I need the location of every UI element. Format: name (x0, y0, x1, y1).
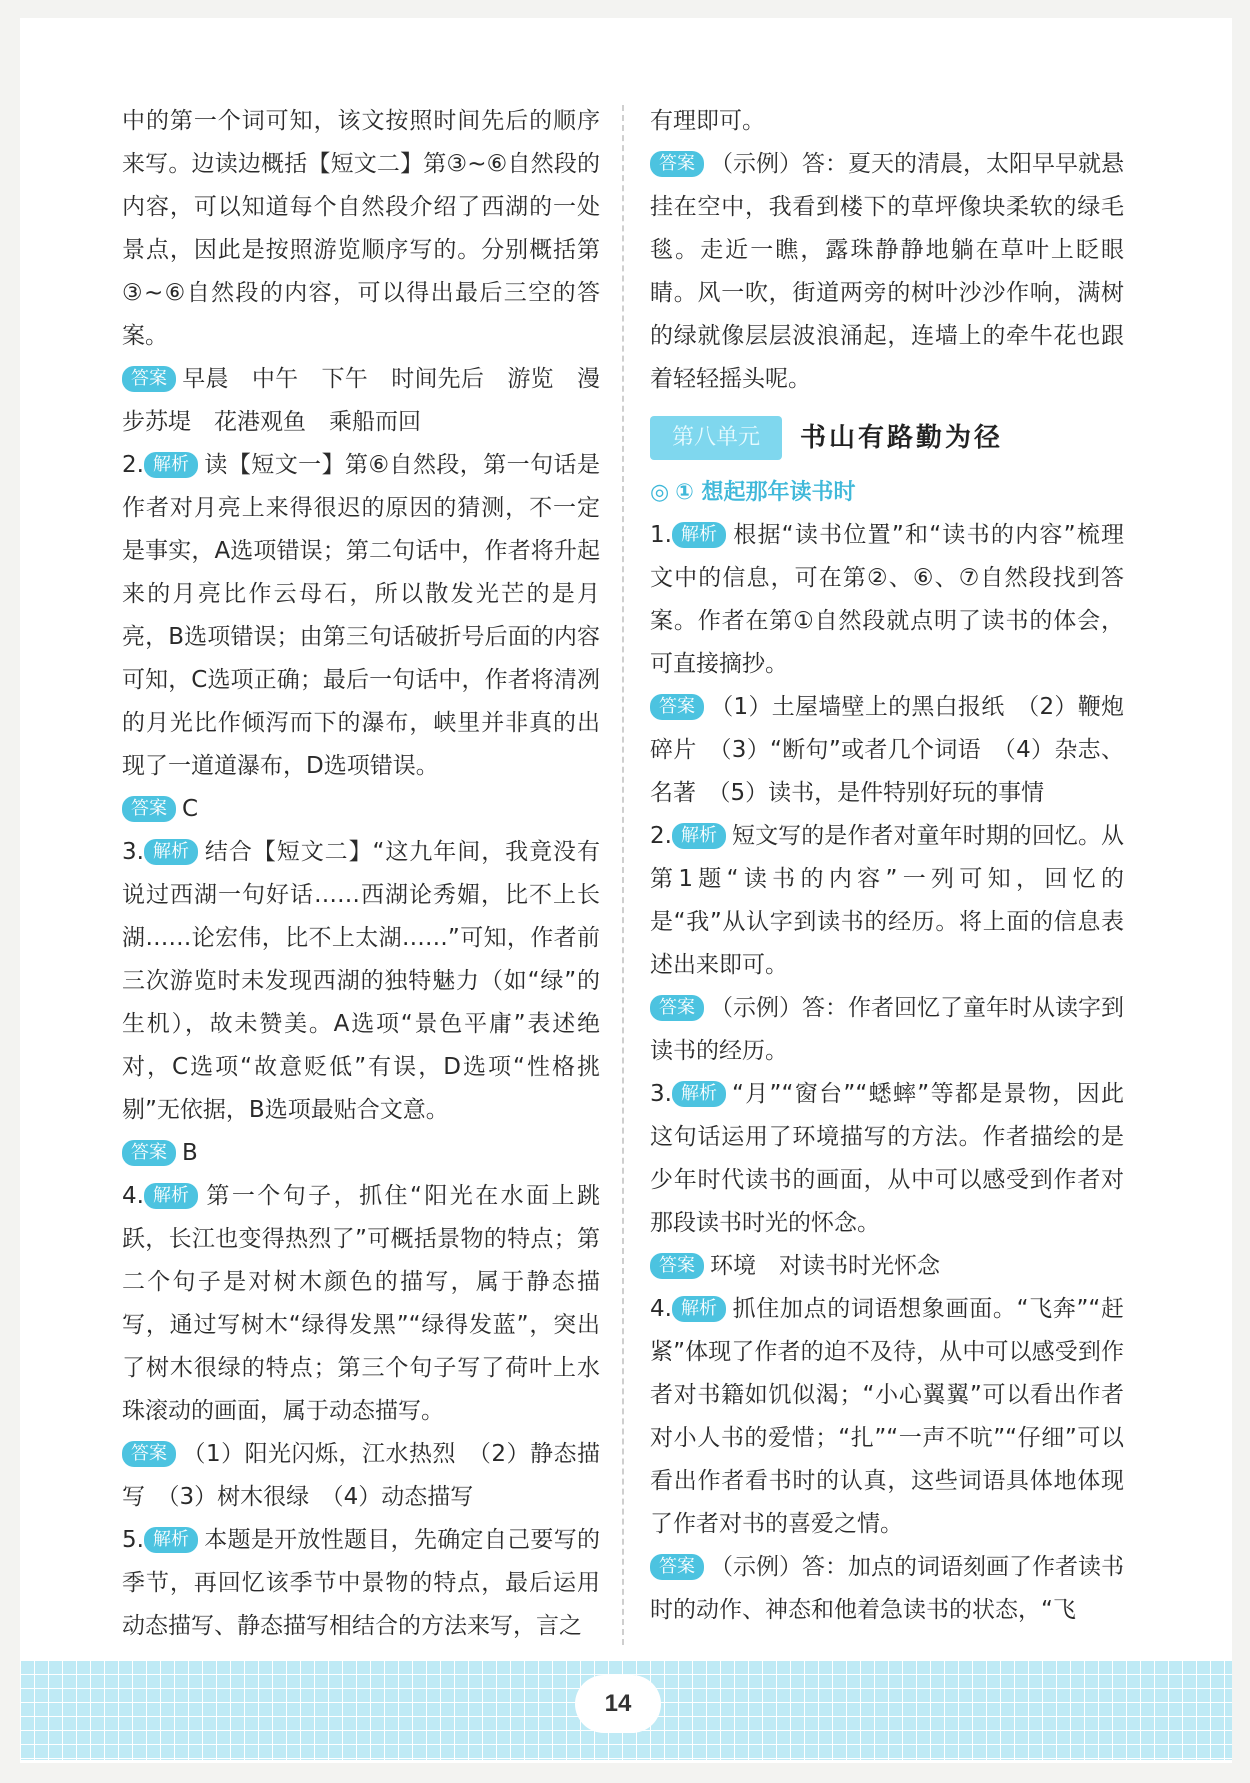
lesson-title (650, 471, 1124, 514)
answer-tag: 答案 (122, 1140, 176, 1166)
lesson-marker-icon: ◎ (650, 480, 670, 505)
answer-tag: 答案 (122, 1441, 176, 1467)
answer-block (650, 987, 1124, 1073)
analysis-text: 第一个句子，抓住“阳光在水面上跳跃，长江也变得热烈了”可概括景物的特点；第二个句子是对树木颜色的描写，属于静态描写，通过写树木“绿得发黑”“绿得发蓝”，突出了树木很绿的特点；第三个句子写了荷叶上水珠滚动的画面，属于动态描写。 (122, 1183, 600, 1424)
answer-text: （1）阳光闪烁，江水热烈 （2）静态描写 （3）树木很绿 （4）动态描写 (122, 1441, 600, 1510)
question-block (650, 1288, 1124, 1546)
analysis-tag: 解析 (144, 839, 198, 865)
lesson-title-text: ① 想起那年读书时 (675, 480, 856, 505)
answer-text: 环境 对读书时光怀念 (710, 1253, 940, 1279)
answer-block (122, 788, 600, 831)
answer-text: C (182, 796, 199, 822)
question-number: 4. (650, 1296, 672, 1322)
unit-title: 书山有路勤为径 (800, 422, 1004, 453)
answer-text: （示例）答：加点的词语刻画了作者读书时的动作、神态和他着急读书的状态，“飞 (650, 1554, 1124, 1623)
question-block (122, 1175, 600, 1433)
answer-tag: 答案 (122, 366, 176, 392)
answer-text: （示例）答：夏天的清晨，太阳早早就悬挂在空中，我看到楼下的草坪像块柔软的绿毛毯。走近一瞧，露珠静静地躺在草叶上眨眼睛。风一吹，街道两旁的树叶沙沙作响，满树的绿就像层层波浪涌起，连墙上的牵牛花也跟着轻轻摇头呢。 (650, 151, 1124, 392)
analysis-tag: 解析 (672, 1081, 726, 1107)
analysis-text: 短文写的是作者对童年时期的回忆。从第1题“读书的内容”一列可知，回忆的是“我”从认字到读书的经历。将上面的信息表述出来即可。 (650, 823, 1124, 978)
answer-tag: 答案 (650, 151, 704, 177)
answer-tag: 答案 (650, 694, 704, 720)
answer-text: 早晨 中午 下午 时间先后 游览 漫步苏堤 花港观鱼 乘船而回 (122, 366, 600, 435)
answer-text: （1）土屋墙壁上的黑白报纸 （2）鞭炮碎片 （3）“断句”或者几个词语 （4）杂志、名著 （5）读书，是件特别好玩的事情 (650, 694, 1124, 806)
analysis-tag: 解析 (672, 1296, 726, 1322)
answer-tag: 答案 (650, 1253, 704, 1279)
answer-tag: 答案 (650, 995, 704, 1021)
analysis-text: 根据“读书位置”和“读书的内容”梳理文中的信息，可在第②、⑥、⑦自然段找到答案。作者在第①自然段就点明了读书的体会，可直接摘抄。 (650, 522, 1124, 677)
answer-block (650, 1546, 1124, 1632)
analysis-text: 本题是开放性题目，先确定自己要写的季节，再回忆该季节中景物的特点，最后运用动态描写、静态描写相结合的方法来写，言之 (122, 1527, 600, 1639)
answer-tag: 答案 (650, 1554, 704, 1580)
analysis-tag: 解析 (144, 1183, 198, 1209)
analysis-text: 读【短文一】第⑥自然段，第一句话是作者对月亮上来得很迟的原因的猜测，不一定是事实，A选项错误；第二句话中，作者将升起来的月亮比作云母石，所以散发光芒的是月亮，B选项错误；由第三句话破折号后面的内容可知，C选项正确；最后一句话中，作者将清冽的月光比作倾泻而下的瀑布，峡里并非真的出现了一道道瀑布，D选项错误。 (122, 452, 600, 779)
question-block (650, 514, 1124, 686)
analysis-tag: 解析 (672, 823, 726, 849)
paragraph: 有理即可。 (650, 108, 765, 134)
question-block (650, 1073, 1124, 1245)
right-column (650, 100, 1124, 1632)
question-number: 5. (122, 1527, 144, 1553)
question-block (122, 1519, 600, 1648)
question-number: 2. (122, 452, 144, 478)
answer-tag: 答案 (122, 796, 176, 822)
answer-block (650, 143, 1124, 401)
analysis-tag: 解析 (672, 522, 726, 548)
question-number: 3. (122, 839, 144, 865)
unit-label: 第八单元 (650, 416, 782, 460)
answer-block (650, 1245, 1124, 1288)
analysis-tag: 解析 (144, 452, 198, 478)
answer-text: （示例）答：作者回忆了童年时从读字到读书的经历。 (650, 995, 1124, 1064)
paragraph: 中的第一个词可知，该文按照时间先后的顺序来写。边读边概括【短文二】第③~⑥自然段的内容，可以知道每个自然段介绍了西湖的一处景点，因此是按照游览顺序写的。分别概括第③~⑥自然段的内容，可以得出最后三空的答案。 (122, 108, 600, 349)
question-number: 1. (650, 522, 672, 548)
analysis-text: 抓住加点的词语想象画面。“飞奔”“赶紧”体现了作者的迫不及待，从中可以感受到作者对书籍如饥似渴；“小心翼翼”可以看出作者对小人书的爱惜；“扎”“一声不吭”“仔细”可以看出作者看书时的认真，这些词语具体地体现了作者对书的喜爱之情。 (650, 1296, 1124, 1537)
analysis-text: 结合【短文二】“这九年间，我竟没有说过西湖一句好话……西湖论秀媚，比不上长湖……论宏伟，比不上太湖……”可知，作者前三次游览时未发现西湖的独特魅力（如“绿”的生机），故未赞美。A选项“景色平庸”表述绝对，C选项“故意贬低”有误，D选项“性格挑剔”无依据，B选项最贴合文意。 (122, 839, 600, 1123)
unit-header (650, 415, 1124, 461)
answer-text: B (182, 1140, 198, 1166)
question-number: 2. (650, 823, 672, 849)
question-block (122, 831, 600, 1132)
question-block (650, 815, 1124, 987)
answer-block (122, 1433, 600, 1519)
answer-block (122, 358, 600, 444)
analysis-text: “月”“窗台”“蟋蟀”等都是景物，因此这句话运用了环境描写的方法。作者描绘的是少年时代读书的画面，从中可以感受到作者对那段读书时光的怀念。 (650, 1081, 1124, 1236)
answer-block (650, 686, 1124, 815)
answer-block (122, 1132, 600, 1175)
column-divider (622, 105, 624, 1645)
question-block (122, 444, 600, 788)
question-number: 3. (650, 1081, 672, 1107)
analysis-tag: 解析 (144, 1527, 198, 1553)
page-number: 14 (575, 1675, 661, 1733)
question-number: 4. (122, 1183, 144, 1209)
left-column (122, 100, 600, 1648)
